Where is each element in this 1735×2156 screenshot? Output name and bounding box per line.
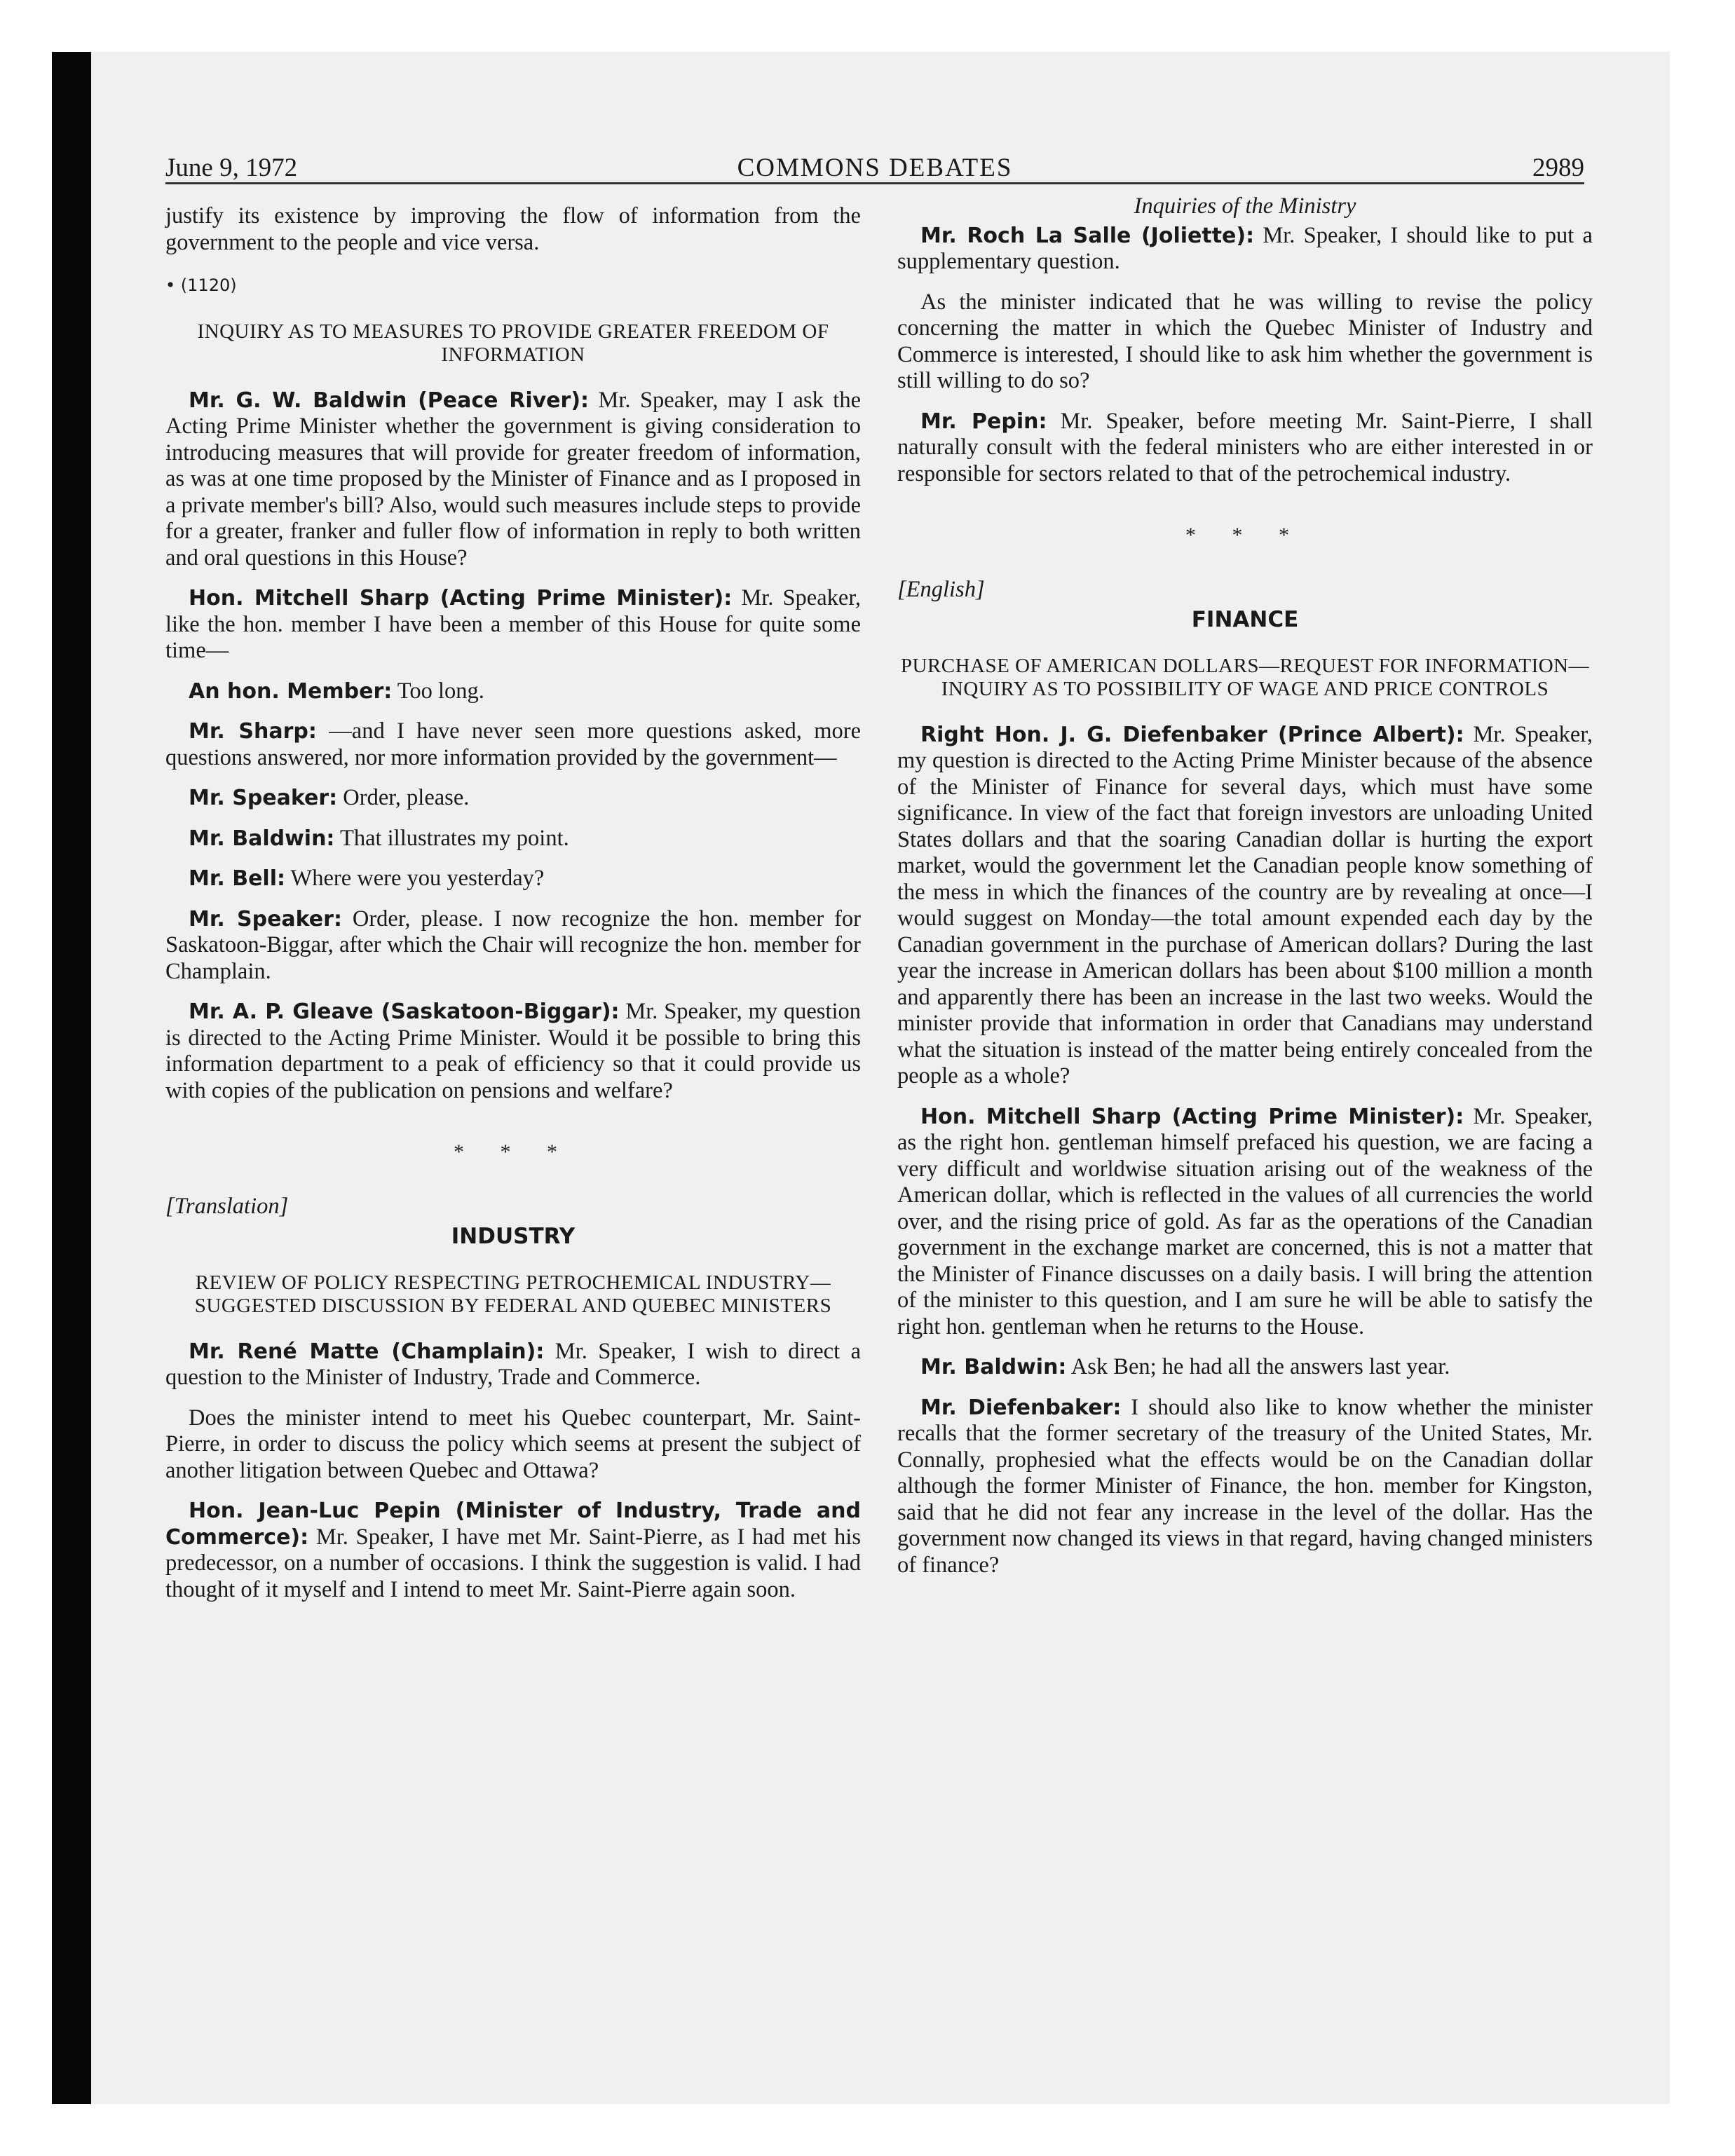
- left-column: [165, 203, 861, 1617]
- speech-text: Mr. Speaker, I should like to put a supplementary question.: [897, 222, 1593, 274]
- page-header: [165, 149, 1584, 184]
- speaker-name: Mr. Speaker:: [189, 786, 338, 810]
- time-marker: • (1120): [165, 275, 237, 295]
- speech: [165, 999, 861, 1104]
- speech-text: Mr. Speaker, like the hon. member I have been a member of this House for quite some time—: [165, 585, 861, 663]
- speech: [165, 718, 861, 771]
- language-label: [English]: [897, 576, 985, 602]
- paragraph: justify its existence by improving the flow of information from the government to the people and vice versa.: [165, 203, 861, 255]
- speaker-name: Right Hon. J. G. Diefenbaker (Prince Albert):: [920, 722, 1464, 747]
- speaker-name: Hon. Mitchell Sharp (Acting Prime Minister):: [189, 586, 733, 610]
- paragraph: As the minister indicated that he was willing to revise the policy concerning the matter in which the Quebec Minister of Industry and Commerce is interested, I should like to ask him whether the government is still willing to do so?: [897, 289, 1593, 393]
- header-date: June 9, 1972: [165, 153, 298, 182]
- speech-text: Mr. Speaker, I have met Mr. Saint-Pierre, as I had met his predecessor, on a number of occasions. I think the suggestion is valid. I had thought of it myself and I intend to meet Mr. Saint-Pierre again soon.: [165, 1524, 861, 1602]
- header-title: COMMONS DEBATES: [737, 153, 1013, 182]
- section-divider: * * *: [1185, 524, 1305, 547]
- speaker-name: An hon. Member:: [189, 678, 393, 704]
- speech: [897, 1354, 1593, 1381]
- speaker-name: Mr. René Matte (Champlain):: [189, 1339, 545, 1364]
- speech-text: Order, please. I now recognize the hon. member for Saskatoon-Biggar, after which the Chair will recognize the hon. member for Champlain.: [165, 906, 862, 984]
- language-label: [Translation]: [165, 1193, 289, 1219]
- speech: [897, 223, 1593, 275]
- speech: [165, 906, 861, 985]
- speech: [165, 826, 861, 852]
- speech: [165, 1339, 861, 1391]
- speech: [165, 866, 861, 892]
- speech: [897, 1104, 1593, 1341]
- running-head: Inquiries of the Ministry: [1134, 193, 1356, 219]
- speaker-name: Hon. Jean-Luc Pepin (Minister of Industry, Trade and Commerce):: [165, 1499, 861, 1550]
- speaker-name: Mr. Roch La Salle (Joliette):: [920, 223, 1255, 248]
- speaker-name: Mr. Sharp:: [189, 719, 317, 744]
- speaker-name: Mr. Diefenbaker:: [920, 1395, 1122, 1420]
- subject-heading: REVIEW OF POLICY RESPECTING PETROCHEMICAL INDUSTRY—SUGGESTED DISCUSSION BY FEDERAL AND QUEBEC MINISTERS: [194, 1271, 832, 1317]
- speech: [897, 1395, 1593, 1579]
- speech: [165, 678, 861, 705]
- speaker-name: Mr. G. W. Baldwin (Peace River):: [189, 388, 590, 413]
- speech-text: That illustrates my point.: [334, 825, 569, 851]
- speaker-name: Mr. A. P. Gleave (Saskatoon-Biggar):: [189, 999, 620, 1024]
- subject-heading: PURCHASE OF AMERICAN DOLLARS—REQUEST FOR INFORMATION—INQUIRY AS TO POSSIBILITY OF WAGE AND PRICE CONTROLS: [900, 654, 1590, 700]
- speech-text: Mr. Speaker, I wish to direct a question to the Minister of Industry, Trade and Commerce.: [165, 1338, 861, 1390]
- speech-text: Too long.: [392, 678, 484, 704]
- speech: [165, 585, 861, 664]
- speaker-name: Mr. Pepin:: [920, 409, 1047, 434]
- speaker-name: Mr. Bell:: [189, 866, 285, 891]
- right-column: [897, 193, 1593, 1592]
- subject-heading: INQUIRY AS TO MEASURES TO PROVIDE GREATER FREEDOM OF INFORMATION: [197, 320, 829, 366]
- speech-text: Mr. Speaker, my question is directed to the Acting Prime Minister because of the absence of the Minister of Finance for several days, which must have some significance. In view of the fact that foreign investors are unloading United States dollars and that the soaring Canadian dollar is hurting the export market, would the government let the Canadian people know something of the mess in which the finances of the country are by revealing at once—I would suggest on Monday—the total amount expended each day by the Canadian government in the purchase of American dollars? During the last year the increase in American dollars has been about $100 million a month and apparently there has been an increase in the last two weeks. Would the minister provide that information in order that Canadians may understand what the situation is instead of the matter being entirely concealed from the people as a whole?: [897, 721, 1593, 1089]
- speech-text: Mr. Speaker, may I ask the Acting Prime Minister whether the government is giving consideration to introducing measures that will provide for greater freedom of information, as was at one time proposed by the Minister of Finance and as I proposed in a private member's bill? Also, would such measures include steps to provide for a greater, franker and fuller flow of information in reply to both written and oral questions in this House?: [165, 387, 861, 571]
- speech-text: Ask Ben; he had all the answers last year.: [1066, 1354, 1450, 1379]
- binding-edge: [52, 52, 91, 2104]
- speech-text: Mr. Speaker, as the right hon. gentleman himself prefaced his question, we are facing a very difficult and worldwise situation arising out of the weakness of the American dollar, which is reflected in the values of all currencies the world over, and the rising price of gold. As far as the operations of the Canadian government in the exchange market are concerned, this is not a matter that the Minister of Finance discusses on a daily basis. I will bring the attention of the minister to this question, and I am sure he will be able to satisfy the right hon. gentleman when he returns to the House.: [897, 1103, 1593, 1339]
- speech-text: Where were you yesterday?: [285, 866, 545, 891]
- speech-text: Mr. Speaker, before meeting Mr. Saint-Pierre, I shall naturally consult with the federal ministers who are either interested in or responsible for sectors related to that of the petrochemical industry.: [897, 408, 1593, 486]
- speaker-name: Hon. Mitchell Sharp (Acting Prime Minister):: [920, 1104, 1464, 1129]
- speech: [165, 388, 861, 572]
- speech: [165, 1498, 861, 1603]
- section-title: INDUSTRY: [451, 1224, 576, 1249]
- section-title: FINANCE: [1191, 607, 1299, 632]
- page-number: 2989: [1532, 153, 1584, 182]
- section-divider: * * *: [454, 1140, 573, 1164]
- speech-text: Order, please.: [337, 785, 470, 810]
- speech: [897, 409, 1593, 488]
- speaker-name: Mr. Baldwin:: [920, 1355, 1067, 1379]
- speech-text: Mr. Speaker, my question is directed to the Acting Prime Minister. Would it be possible to bring this information department to a peak of efficiency so that it could provide us with copies of the publication on pensions and welfare?: [165, 999, 861, 1103]
- speech: [165, 785, 861, 812]
- speaker-name: Mr. Baldwin:: [189, 826, 335, 851]
- speech: [897, 722, 1593, 1090]
- speech-text: I should also like to know whether the minister recalls that the former secretary of the treasury of the United States, Mr. Connally, prophesied what the effects would be on the Canadian dollar although the former Minister of Finance, the hon. member for Kingston, said that he did not fear any increase in the level of the dollar. Has the government now changed its views in that regard, having changed ministers of finance?: [897, 1394, 1593, 1578]
- speaker-name: Mr. Speaker:: [189, 906, 342, 932]
- paragraph: Does the minister intend to meet his Quebec counterpart, Mr. Saint-Pierre, in order to discuss the policy which seems at present the subject of another litigation between Quebec and Ottawa?: [165, 1405, 861, 1483]
- speech-text: —and I have never seen more questions asked, more questions answered, nor more information provided by the government—: [165, 718, 862, 770]
